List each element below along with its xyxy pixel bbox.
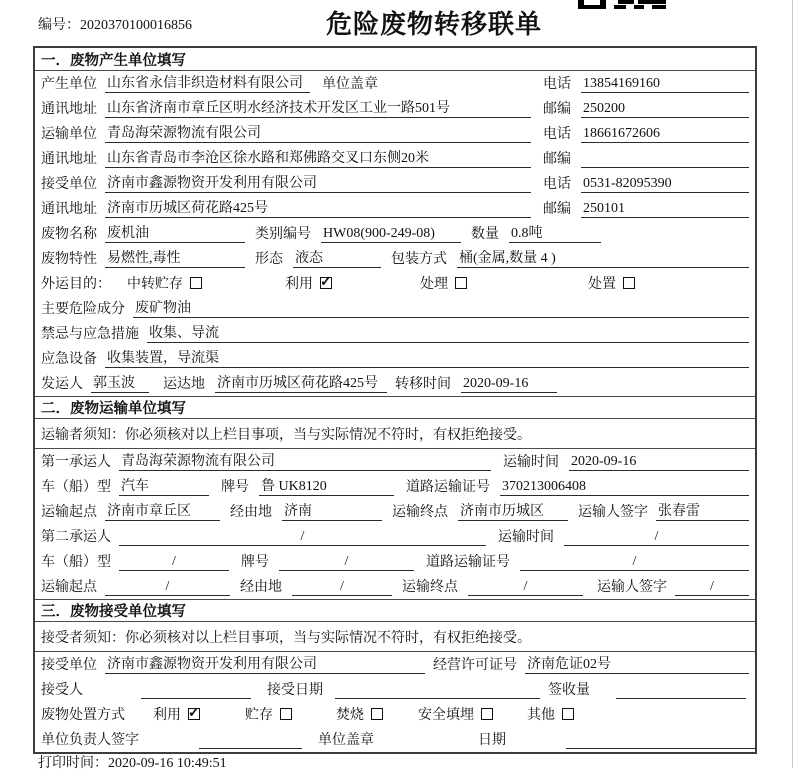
checkbox-option-label: 处理 [420,277,448,292]
transporter-address-value: 山东省青岛市李沧区徐水路和郑佛路交叉口东侧20米 [105,150,531,168]
row-receive-unit [35,652,755,677]
route1-via-label: 经由地 [230,505,272,520]
checkbox-option-label: 中转贮存 [127,277,183,292]
emergency-measures-value: 收集、导流 [147,325,749,343]
page-title: 危险废物转移联单 [325,10,542,39]
checkbox-option [336,704,418,724]
hazard-component-value: 废矿物油 [133,300,749,318]
checkbox-icon [562,708,574,720]
transporter-address-label: 通讯地址 [41,152,97,167]
emergency-equipment-label: 应急设备 [41,352,97,367]
license-value: 济南危证02号 [525,656,749,674]
waste-name-label: 废物名称 [41,227,97,242]
receiver-address-value: 济南市历城区荷花路425号 [105,200,531,218]
vehicle1-type-value: 汽车 [119,478,209,496]
checkbox-option-label: 其他 [527,708,555,723]
producer-unit-label: 产生单位 [41,77,97,92]
carrier1-time-value: 2020-09-16 [569,453,749,471]
waste-name-value: 废机油 [105,225,245,243]
receive-unit-value: 济南市鑫源物资开发利用有限公司 [105,656,425,674]
receive-person-label: 接受人 [41,683,83,698]
row-transfer-purpose [35,271,755,296]
received-amount-label: 签收量 [548,683,590,698]
route2-end-label: 运输终点 [402,580,458,595]
vehicle1-type-label: 车（船）型 [41,480,111,495]
route2-end-value: / [468,578,583,596]
transporter-unit-label: 运输单位 [41,127,97,142]
vehicle1-permit-value: 370213006408 [500,478,749,496]
row-carrier1 [35,449,755,474]
route1-via-value: 济南 [282,503,382,521]
receive-seal-label: 单位盖章 [318,733,374,748]
vehicle1-plate-label: 牌号 [221,480,249,495]
checkbox-checked-icon [188,708,200,720]
receiver-zip-value: 250101 [581,200,749,218]
checkbox-option [527,704,574,724]
checkbox-icon [371,708,383,720]
manifest-table [33,46,757,754]
transporter-phone-label: 电话 [543,127,571,142]
checkbox-option [153,704,245,724]
waste-form-label: 形态 [255,252,283,267]
document-header [0,0,796,46]
vehicle2-permit-label: 道路运输证号 [426,555,510,570]
row-producer-unit [35,71,755,96]
checkbox-option [285,273,420,293]
checkbox-option [245,704,336,724]
checkbox-option [127,273,285,293]
route1-end-value: 济南市历城区 [458,503,568,521]
waste-qty-value: 0.8吨 [509,225,601,243]
producer-phone-value: 13854169160 [581,75,749,93]
producer-zip-label: 邮编 [543,102,571,117]
row-receive-person [35,677,755,702]
row-responsible-sign [35,727,755,752]
route2-start-value: / [105,578,230,596]
receiver-phone-value: 0531-82095390 [581,175,749,193]
checkbox-option-label: 利用 [285,277,313,292]
vehicle1-plate-value: 鲁 UK8120 [259,478,394,496]
row-shipper [35,371,755,396]
waste-form-value: 液态 [293,250,381,268]
section1-title: 一．废物产生单位填写 [35,48,755,71]
emergency-measures-label: 禁忌与应急措施 [41,327,139,342]
checkbox-option [588,273,635,293]
carrier2-time-label: 运输时间 [498,530,554,545]
checkbox-option-label: 安全填埋 [418,708,474,723]
vehicle2-type-value: / [119,553,229,571]
route2-sign-label: 运输人签字 [597,580,667,595]
print-time [38,752,227,772]
destination-label: 运达地 [163,377,205,392]
hazard-component-label: 主要危险成分 [41,302,125,317]
section3-title: 三．废物接受单位填写 [35,599,755,622]
checkbox-icon [190,277,202,289]
vehicle2-plate-value: / [279,553,414,571]
row-waste-traits [35,246,755,271]
receiver-address-label: 通讯地址 [41,202,97,217]
disposal-method-label: 废物处置方式 [41,708,125,723]
doc-number-label: 编号： [38,18,80,33]
carrier2-time-value: / [564,528,749,546]
route2-via-label: 经由地 [240,580,282,595]
receive-unit-label: 接受单位 [41,658,97,673]
page-edge-divider [792,0,793,768]
receiver-phone-label: 电话 [543,177,571,192]
emergency-equipment-value: 收集装置，导流渠 [105,350,749,368]
shipper-label: 发运人 [41,377,83,392]
doc-number-value: 2020370100016856 [80,18,192,33]
route2-start-label: 运输起点 [41,580,97,595]
transfer-purpose-label: 外运目的： [41,277,111,292]
row-vehicle2 [35,549,755,574]
route2-sign-value: / [675,578,749,596]
checkbox-icon [623,277,635,289]
row-receiver-address [35,196,755,221]
section2-title: 二．废物运输单位填写 [35,396,755,419]
transporter-phone-value: 18661672606 [581,125,749,143]
checkbox-option-label: 贮存 [245,708,273,723]
row-emergency-equipment [35,346,755,371]
checkbox-option-label: 焚烧 [336,708,364,723]
checkbox-option-label: 利用 [153,708,181,723]
receive-date-value [335,682,540,699]
waste-code-value: HW08(900-249-08) [321,225,461,243]
vehicle2-plate-label: 牌号 [241,555,269,570]
row-producer-address [35,96,755,121]
vehicle1-permit-label: 道路运输证号 [406,480,490,495]
checkbox-icon [280,708,292,720]
unit-seal-label: 单位盖章 [322,77,378,92]
waste-qty-label: 数量 [471,227,499,242]
license-label: 经营许可证号 [433,658,517,673]
route1-start-label: 运输起点 [41,505,97,520]
row-receiver-unit [35,171,755,196]
row-waste-name [35,221,755,246]
waste-traits-label: 废物特性 [41,252,97,267]
producer-address-value: 山东省济南市章丘区明水经济技术开发区工业一路501号 [105,100,531,118]
producer-unit-value: 山东省永信非织造材料有限公司 [105,75,310,93]
carrier2-label: 第二承运人 [41,530,111,545]
transfer-time-value: 2020-09-16 [461,375,557,393]
receive-sign-date-label: 日期 [478,733,506,748]
print-time-value: 2020-09-16 10:49:51 [108,756,227,771]
transfer-time-label: 转移时间 [395,377,451,392]
row-route1 [35,499,755,524]
waste-pack-value: 桶(金属,数量 4 ) [457,250,749,268]
waste-pack-label: 包装方式 [391,252,447,267]
receiver-unit-value: 济南市鑫源物资开发利用有限公司 [105,175,531,193]
print-time-label: 打印时间： [38,756,108,771]
row-transporter-unit [35,121,755,146]
row-carrier2 [35,524,755,549]
vehicle2-permit-value: / [520,553,749,571]
row-transporter-address [35,146,755,171]
carrier1-value: 青岛海荣源物流有限公司 [119,453,491,471]
receiver-notice: 接受者须知：你必须核对以上栏目事项，当与实际情况不符时，有权拒绝接受。 [35,622,755,652]
transporter-zip-value [581,151,749,168]
row-emergency-measures [35,321,755,346]
waste-code-label: 类别编号 [255,227,311,242]
route1-end-label: 运输终点 [392,505,448,520]
row-route2 [35,574,755,599]
producer-address-label: 通讯地址 [41,102,97,117]
receiver-zip-label: 邮编 [543,202,571,217]
responsible-sign-label: 单位负责人签字 [41,733,139,748]
destination-value: 济南市历城区荷花路425号 [215,375,387,393]
checkbox-checked-icon [320,277,332,289]
shipper-value: 郭玉波 [91,375,149,393]
producer-phone-label: 电话 [543,77,571,92]
transporter-unit-value: 青岛海荣源物流有限公司 [105,125,531,143]
route1-start-value: 济南市章丘区 [105,503,220,521]
receive-date-label: 接受日期 [267,683,323,698]
carrier1-time-label: 运输时间 [503,455,559,470]
row-hazard-component [35,296,755,321]
checkbox-icon [455,277,467,289]
carrier2-value: / [119,528,486,546]
receive-sign-date-value [566,732,756,749]
transporter-notice: 运输者须知：你必须核对以上栏目事项，当与实际情况不符时，有权拒绝接受。 [35,419,755,449]
received-amount-value [616,682,746,699]
receive-person-value [141,682,251,699]
checkbox-icon [481,708,493,720]
responsible-sign-value [199,732,302,749]
route1-sign-label: 运输人签字 [578,505,648,520]
row-disposal-method [35,702,755,727]
checkbox-option-label: 处置 [588,277,616,292]
route1-sign-value: 张春雷 [656,503,749,521]
checkbox-option [420,273,588,293]
carrier1-label: 第一承运人 [41,455,111,470]
route2-via-value: / [292,578,392,596]
receiver-unit-label: 接受单位 [41,177,97,192]
vehicle2-type-label: 车（船）型 [41,555,111,570]
disposal-method-options [153,704,749,724]
row-vehicle1 [35,474,755,499]
checkbox-option [418,704,527,724]
transfer-purpose-options [127,273,749,293]
transporter-zip-label: 邮编 [543,152,571,167]
waste-traits-value: 易燃性,毒性 [105,250,245,268]
producer-zip-value: 250200 [581,100,749,118]
